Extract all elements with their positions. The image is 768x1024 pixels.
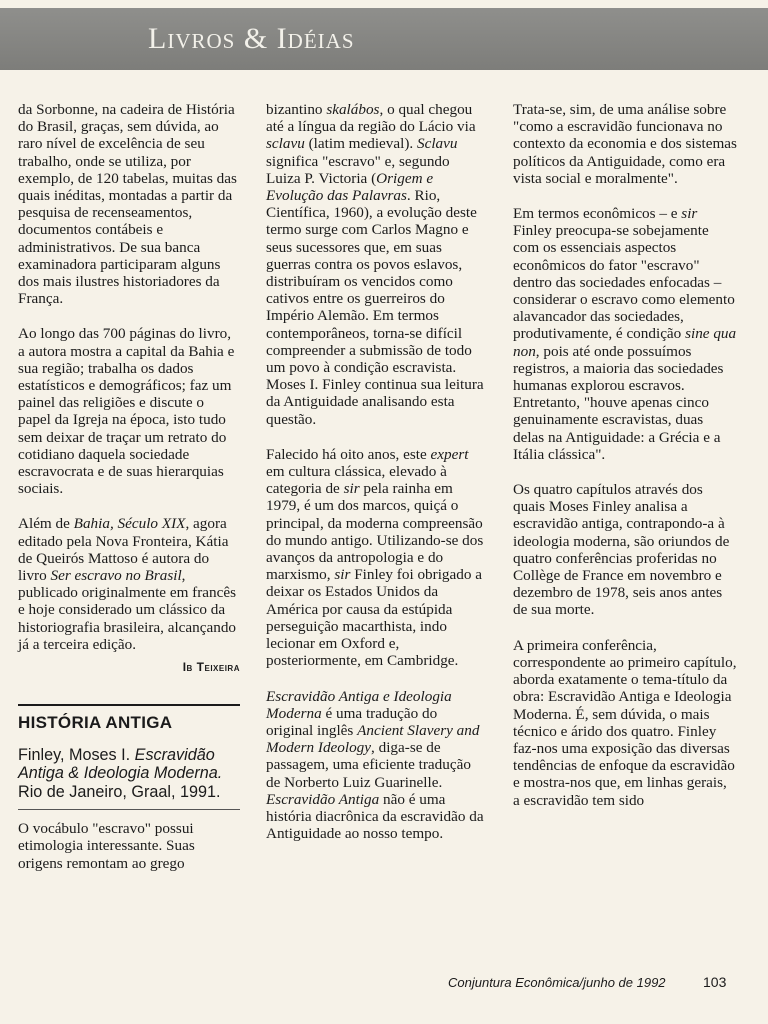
column-3 [513,101,737,827]
paragraph: Escravidão Antiga e Ideologia Moderna é uma tradução do original inglês Ancient Slavery and Modern Ideology, diga-se de passagem, uma eficiente tradução de Norberto Luiz Guarinelle. Escravidão Antiga não é uma história diacrônica da escravidão da Antiguidade ao nosso tempo. [266,687,484,843]
italic-title: Bahia, Século XIX [73,515,186,533]
section-header-bar [0,8,768,70]
section-title-livros-ideias: Livros & Idéias [148,22,355,55]
paragraph: Além de Bahia, Século XIX, agora editado pela Nova Fronteira, Kátia de Queirós Mattoso é autora do livro Ser escravo no Brasil, publicado originalmente em francês e hoje considerado um clássico da historiografia brasileira, alcançando já a terceira edição. [18,515,237,653]
paragraph: Em termos econômicos – e sir Finley preocupa-se sobejamente com os essenciais aspectos econômicos do fator "escravo" dentro das sociedades enfocadas – considerar o escravo como elemento alavancador das sociedades, produtivamente, é condição sine qua non, pois até onde possuímos registros, a maioria das sociedades humanas explorou escravos. Entretanto, "houve apenas cinco genuinamente escravistas, duas delas na Antiguidade: a Grécia e a Itália clássica". [513,205,737,463]
italic-title: Ser escravo no Brasil [50,567,182,585]
author-signature: Ib Teixeira [182,660,240,675]
column-2 [266,101,486,860]
section-divider [18,704,240,706]
column-1 [18,101,240,890]
paragraph: O vocábulo "escravo" possui etimologia interessante. Suas origens remontam ao grego [18,820,195,872]
paragraph: Os quatro capítulos através dos quais Moses Finley analisa a escravidão antiga, contrapondo-a à ideologia moderna, são oriundos de quatro conferências proferidas no Collège de France em novembro e dezembro de 1978, seis anos antes de sua morte. [513,481,730,619]
paragraph: A primeira conferência, correspondente ao primeiro capítulo, aborda exatamente o tema-título da obra: Escravidão Antiga e Ideologia Moderna. É, sem dúvida, o mais técnico e árido dos quatro. Finley faz-nos uma exposição das diversas tendências de enfoque da escravidão e mostra-nos que, em linhas gerais, a escravidão tem sido [513,636,737,809]
paragraph: bizantino skalábos, o qual chegou até a língua da região do Lácio via sclavu (latim medieval). Sclavu significa "escravo" e, segundo Luiza P. Victoria (Origem e Evolução das Palavras. Rio, Científica, 1960), a evolução deste termo surge com Carlos Magno e seus sucessores que, em suas guerras contra os povos eslavos, distribuíram os vencidos como cativos entre os guerreiros do Império Alemão. Em termos contemporâneos, torna-se difícil compreender a submissão de todo um povo à condição escravista. Moses I. Finley continua sua leitura da Antiguidade analisando esta questão. [266,101,484,428]
book-reference: Finley, Moses I. Escravidão Antiga & Ideologia Moderna. Rio de Janeiro, Graal, 1991. [18,745,223,801]
paragraph: Trata-se, sim, de uma análise sobre "como a escravidão funcionava no contexto da economia e dos sistemas políticos da Antiguidade, como era vista social e moralmente". [513,101,737,187]
paragraph: Ao longo das 700 páginas do livro, a autora mostra a capital da Bahia e sua região; trabalha os dados estatísticos e demográficos; faz um painel das religiões e discute o papel da Igreja na época, isto tudo sem deixar de traçar um retrato do cotidiano daquela sociedade escravocrata e de suas hierarquias sociais. [18,325,235,498]
paragraph: da Sorbonne, na cadeira de História do Brasil, graças, sem dúvida, ao raro nível de excelência de seu trabalho, onde se utiliza, por exemplo, de 120 tabelas, muitas das quais inéditas, montadas a partir da pesquisa de recenseamentos, documentos contábeis e administrativos. De sua banca examinadora participaram alguns dos mais ilustres historiadores da França. [18,101,237,308]
paragraph: Falecido há oito anos, este expert em cultura clássica, elevado à categoria de sir pela rainha em 1979, é um dos marcos, quiçá o principal, da moderna compreensão do mundo antigo. Utilizando-se dos avanços da antropologia e do marxismo, sir Finley foi obrigado a deixar os Estados Unidos da América por causa da estúpida perseguição macarthista, indo lecionar em Oxford e, posteriormente, em Cambridge. [266,445,484,670]
review-section-title: HISTÓRIA ANTIGA [18,713,173,733]
page-number: 103 [703,974,727,990]
journal-footer: Conjuntura Econômica/junho de 1992 [448,975,666,990]
divider [18,809,240,810]
